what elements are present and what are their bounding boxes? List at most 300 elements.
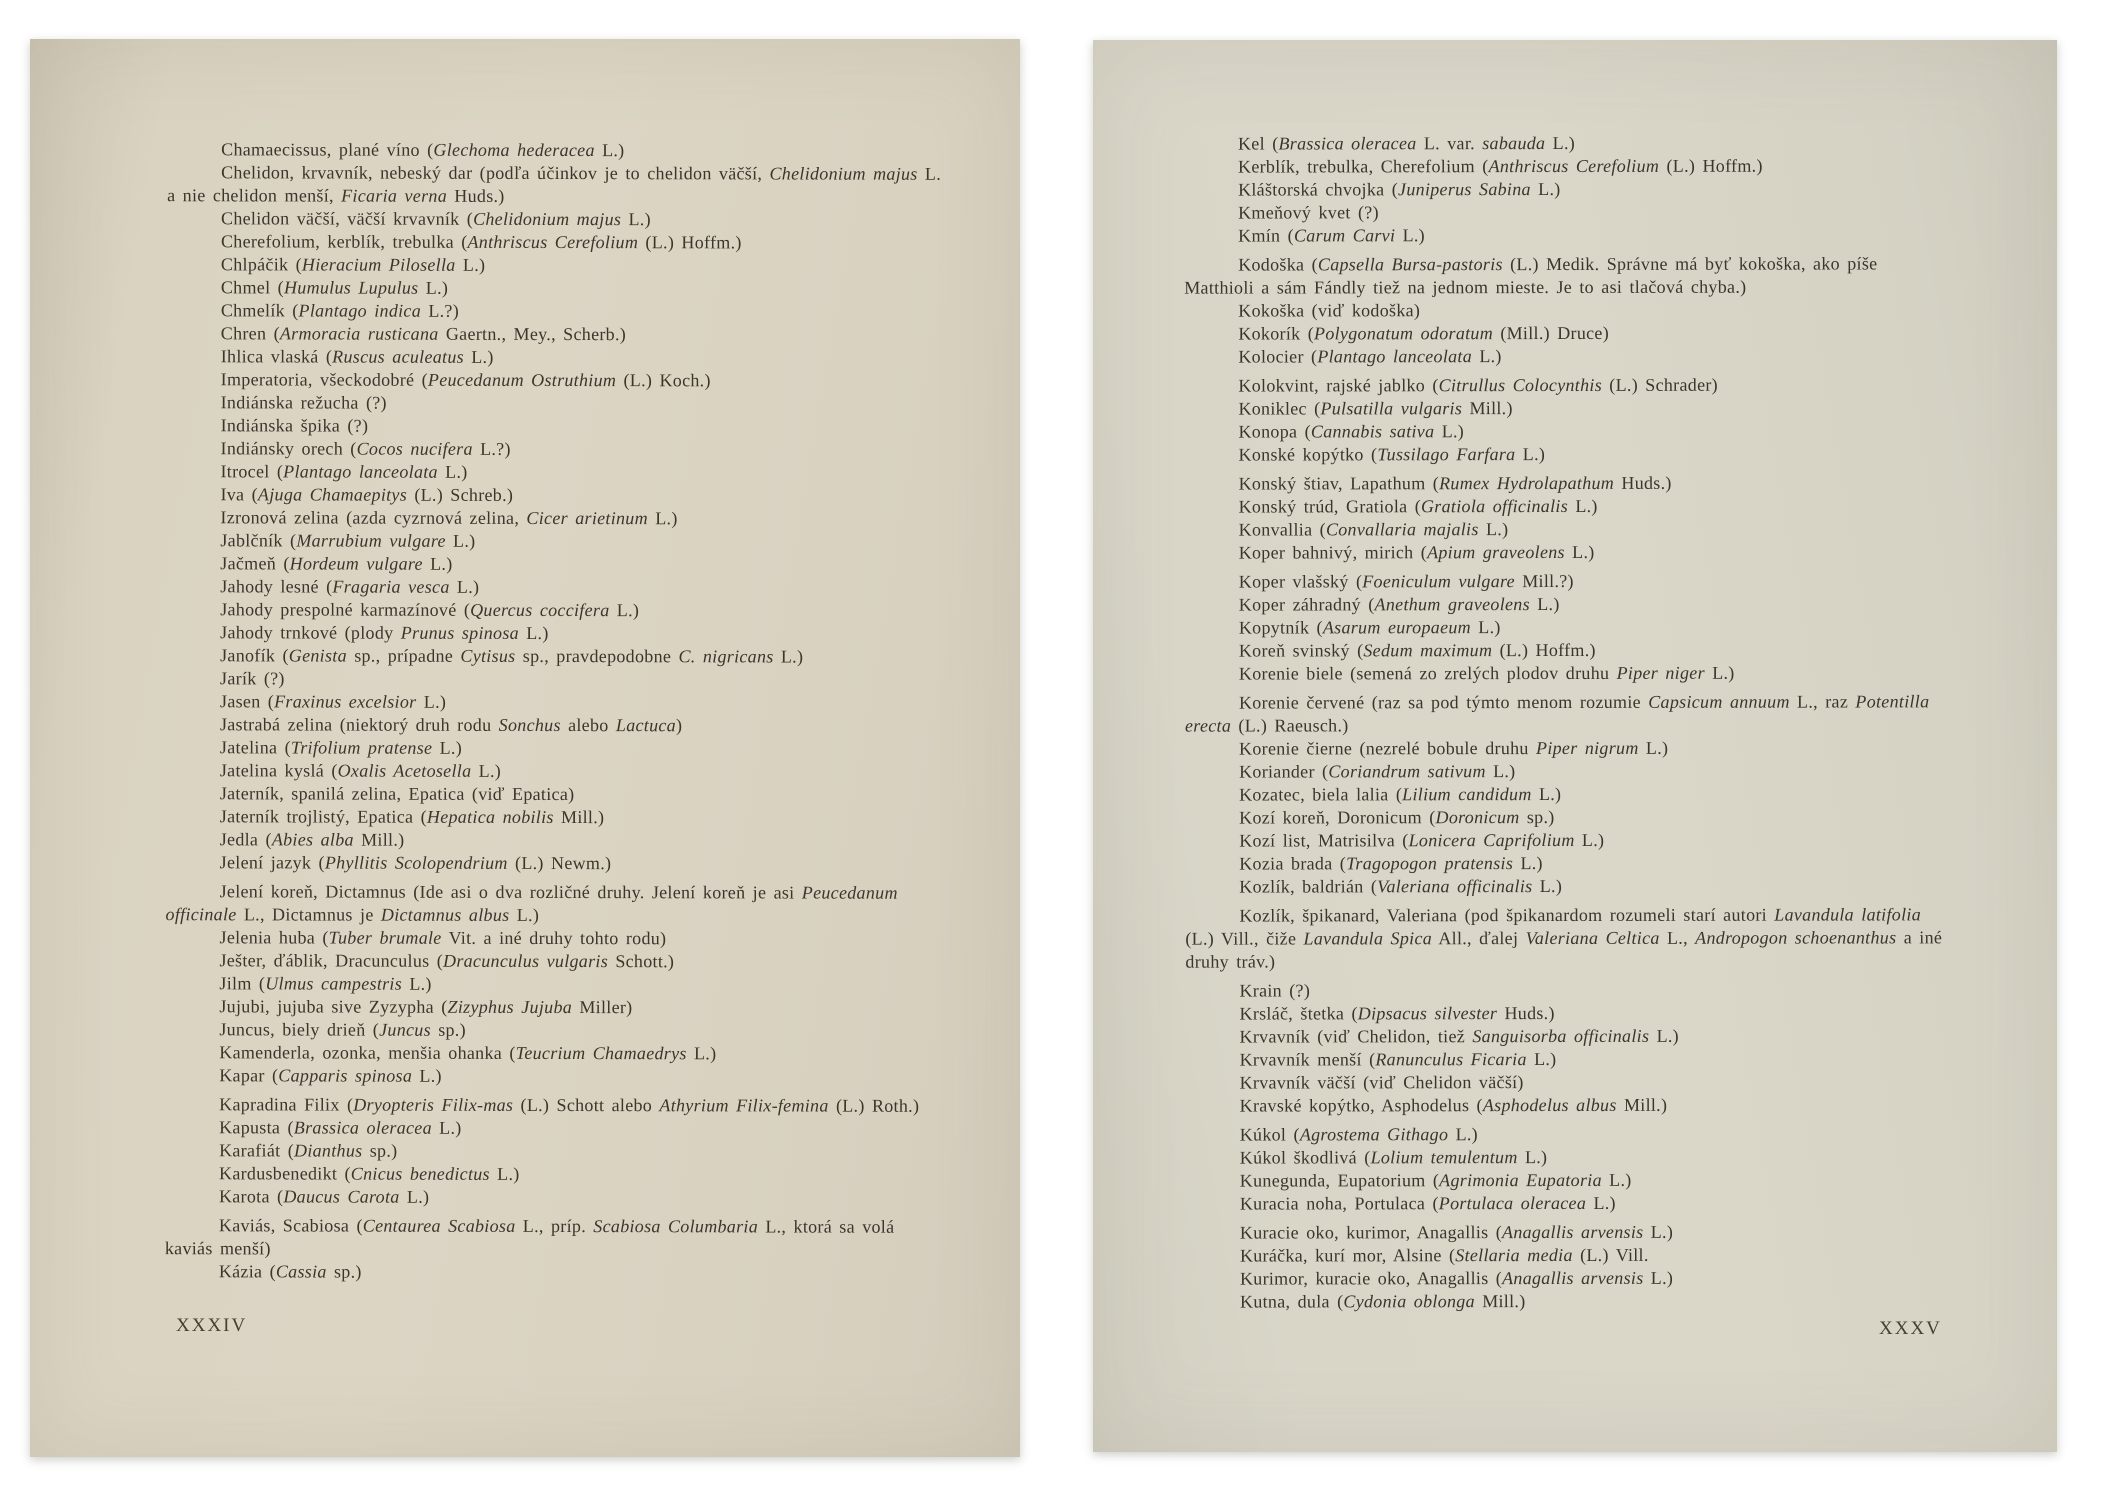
entry-text: Jarík (?): [220, 668, 285, 689]
entry-text: Itrocel (: [220, 461, 284, 482]
latin-name: Genista: [288, 645, 347, 666]
entry-text: Izronová zelina (azda cyzrnová zelina,: [220, 507, 527, 528]
entry-text: L.): [1643, 1267, 1674, 1288]
latin-name: Cocos nucifera: [356, 438, 473, 459]
entry-text: Jahody prespolné karmazínové (: [220, 599, 471, 620]
entry-text: (L.) Schrader): [1601, 374, 1718, 395]
index-entry: [166, 552, 946, 577]
latin-name: Rumex Hydrolapathum: [1439, 472, 1615, 494]
entry-text: L.): [1564, 541, 1595, 562]
entry-text: (L.) Raeusch.): [1231, 715, 1349, 736]
latin-name: Oxalis Acetosella: [337, 760, 472, 781]
index-entry: [166, 805, 946, 830]
index-entry: [1186, 1191, 1946, 1215]
index-entry: [1185, 494, 1945, 518]
index-entry: [1186, 1145, 1946, 1169]
entry-text: Korenie biele (semená zo zrelých plodov druhu: [1238, 662, 1617, 684]
latin-name: Piper niger: [1616, 662, 1705, 683]
index-entry: [1186, 1289, 1946, 1313]
entry-text: L.): [1531, 784, 1562, 805]
index-entry: [1185, 759, 1945, 783]
entry-text: Konský trúd, Gratiola (: [1238, 496, 1422, 517]
latin-name: Cicer arietinum: [526, 507, 648, 529]
entry-text: Chren (: [220, 323, 280, 344]
latin-name: Dracunculus vulgaris: [443, 950, 609, 972]
index-entry: [1185, 690, 1945, 737]
entry-text: L.): [1515, 444, 1546, 465]
entry-text: Kmín (: [1238, 225, 1294, 246]
index-entry: [1185, 828, 1945, 852]
index-entry: [1186, 1047, 1946, 1071]
entry-text: L.): [455, 254, 486, 275]
index-entry: [165, 1116, 945, 1141]
latin-name: Capsella Bursa-pastoris: [1317, 254, 1503, 275]
entry-text: Krvavník (viď Chelidon, tiež: [1239, 1026, 1473, 1047]
entry-text: Kapusta (: [219, 1117, 294, 1138]
entry-text: L.): [1513, 853, 1543, 874]
entry-text: (L.) Newm.): [507, 852, 612, 874]
entry-text: Koper záhradný (: [1238, 594, 1375, 615]
entry-text: (L.) Hoffm.): [1492, 639, 1596, 661]
entry-text: L.): [1532, 876, 1563, 897]
entry-text: Chamaecissus, plané víno (: [221, 139, 434, 160]
index-entry: [1185, 592, 1945, 616]
latin-name: Anagallis arvensis: [1502, 1267, 1644, 1289]
entry-text: Imperatoria, všeckodobré (: [220, 369, 428, 390]
entry-text: Kuracie oko, kurimor, Anagallis (: [1239, 1222, 1503, 1243]
entry-text: Kozatec, biela lalia (: [1239, 784, 1403, 805]
latin-name: Sonchus: [498, 714, 561, 736]
entry-text: Indiánska režucha (?): [220, 392, 387, 413]
entry-text: Kamenderla, ozonka, menšia ohanka (: [219, 1042, 516, 1063]
entry-text: Chlpáčik (: [220, 254, 302, 275]
index-entry: [165, 1214, 945, 1262]
entry-text: sp.): [430, 1019, 466, 1040]
index-entry: [1186, 1093, 1946, 1117]
entry-text: Kokorík (: [1238, 323, 1315, 344]
latin-name: Teucrium Chamaedrys: [515, 1042, 687, 1064]
index-entry: [167, 368, 947, 393]
entry-text: L.): [1485, 761, 1516, 782]
entry-text: L.): [471, 760, 502, 781]
entry-text: L.): [1574, 829, 1605, 850]
index-entry: [166, 667, 946, 692]
latin-name: Lavandula latifolia: [1774, 904, 1922, 925]
entry-text: Kardusbenedikt (: [219, 1163, 351, 1184]
latin-name: Cytisus: [460, 645, 516, 666]
entry-text: sp., pravdepodobne: [515, 645, 679, 667]
entry-text: alebo: [560, 715, 616, 736]
entry-text: (L.) Koch.): [616, 370, 711, 391]
index-entry: [1184, 419, 1944, 443]
entry-text: Kázia (: [218, 1261, 276, 1282]
latin-name: Agrimonia Eupatoria: [1439, 1169, 1602, 1191]
entry-text: L.): [609, 600, 640, 621]
entry-text: L.): [1545, 132, 1576, 154]
index-entry: [166, 621, 946, 646]
entry-text: Jaterník trojlistý, Epatica (: [219, 806, 427, 827]
entry-text: L.): [449, 576, 480, 597]
index-entry: [1185, 661, 1945, 685]
entry-text: (L.) Medik. Správne má byť kokoška, ako píše Matthioli a sám Fándly tiež na jednom mieste. Je to asi tlačová chyba.): [1184, 253, 1878, 298]
entry-text: Koriander (: [1239, 761, 1329, 782]
entry-text: Kuracia noha, Portulaca (: [1239, 1193, 1439, 1214]
entry-text: L.): [1448, 1124, 1478, 1145]
entry-text: Kláštorská chvojka (: [1238, 179, 1399, 200]
latin-name: Hepatica nobilis: [426, 806, 554, 827]
entry-text: Konopa (: [1238, 421, 1311, 442]
latin-name: Potentilla erecta: [1184, 691, 1930, 736]
entry-text: (L.) Roth.): [828, 1095, 920, 1116]
latin-name: Coriandrum sativum: [1328, 761, 1486, 782]
entry-text: Kúkol škodlivá (: [1239, 1147, 1371, 1168]
latin-name: Tuber brumale: [328, 927, 442, 948]
index-entry: [166, 828, 946, 853]
entry-text: Miller): [572, 997, 633, 1018]
latin-name: Andropogon schoenanthus: [1695, 927, 1897, 948]
entry-text: Jačmeň (: [220, 553, 290, 574]
entry-text: L.): [399, 1186, 430, 1207]
entry-text: Konský štiav, Lapathum (: [1238, 473, 1440, 494]
latin-name: Lavandula Spica: [1303, 928, 1433, 949]
index-entry: [1185, 805, 1945, 829]
entry-text: Karafiát (: [219, 1140, 295, 1161]
latin-name: Quercus coccifera: [470, 599, 610, 621]
entry-text: Jatelina kyslá (: [219, 760, 338, 781]
latin-name: Athyrium Filix-femina: [659, 1095, 829, 1116]
latin-name: Pulsatilla vulgaris: [1320, 398, 1463, 419]
entry-text: Krvavník menší (: [1239, 1049, 1376, 1070]
entry-text: L.): [489, 1163, 520, 1184]
index-entry: [1186, 1266, 1946, 1290]
index-entry: [1186, 1122, 1946, 1146]
entry-text: Jasen (: [219, 691, 275, 712]
entry-text: L. a nie chelidon menší,: [167, 163, 942, 206]
latin-name: Tussilago Farfara: [1377, 444, 1516, 465]
index-entry: [167, 161, 947, 209]
entry-text: Gaertn., Mey., Scherb.): [438, 323, 627, 345]
entry-text: Kravské kopýtko, Asphodelus (: [1239, 1095, 1483, 1116]
latin-name: Agrostema Githago: [1299, 1124, 1449, 1145]
latin-name: Brassica oleracea: [1278, 133, 1417, 154]
entry-text: Kodoška (: [1238, 254, 1318, 275]
entry-text: Kerblík, trebulka, Cherefolium (: [1238, 156, 1489, 177]
index-entry: [165, 995, 945, 1020]
index-entry: [167, 437, 947, 462]
entry-text: Jaterník, spanilá zelina, Epatica (viď Epatica): [219, 783, 575, 805]
entry-text: L.): [509, 904, 540, 925]
index-entry: [166, 851, 946, 876]
entry-text: Kapradina Filix (: [219, 1094, 354, 1115]
entry-text: Konské kopýtko (: [1238, 444, 1378, 465]
entry-text: Jelení koreň, Dictamnus (Ide asi o dva rozličné druhy. Jelení koreň je asi: [219, 881, 802, 903]
entry-text: L.): [437, 461, 468, 482]
latin-name: Hieracium Pilosella: [301, 254, 456, 275]
index-entry: [165, 1093, 945, 1118]
index-entry: [1185, 782, 1945, 806]
latin-name: Armoracia rusticana: [279, 323, 439, 344]
index-entry: [166, 736, 946, 761]
latin-name: Cydonia oblonga: [1343, 1291, 1475, 1312]
index-entry: [167, 414, 947, 439]
entry-text: L.): [1395, 225, 1425, 246]
right-page-number: XXXV: [1879, 1318, 1942, 1339]
index-entry: [167, 299, 947, 324]
index-entry: [1185, 442, 1945, 466]
entry-text: L.): [402, 973, 432, 994]
latin-name: Lolium temulentum: [1370, 1147, 1518, 1168]
index-entry: [165, 1139, 945, 1164]
entry-text: (L.) Vill., čiže: [1185, 928, 1304, 949]
latin-name: Marrubium vulgare: [296, 530, 446, 551]
entry-text: Krain (?): [1239, 980, 1311, 1001]
entry-text: Chelidon, krvavník, nebeský dar (podľa účinkov je to chelidon väčší,: [221, 162, 770, 184]
index-entry: [1185, 569, 1945, 593]
entry-text: Koniklec (: [1238, 398, 1321, 419]
latin-name: Dryopteris Filix-mas: [353, 1094, 514, 1115]
index-entry: [1186, 1168, 1946, 1192]
entry-text: L.): [1434, 421, 1465, 442]
latin-name: Asphodelus albus: [1482, 1094, 1617, 1116]
index-entry: [167, 253, 947, 278]
entry-text: Koper vlašský (: [1238, 571, 1363, 592]
left-page: [30, 39, 1020, 1457]
index-entry: [167, 230, 947, 255]
entry-text: L.?): [472, 438, 511, 459]
latin-name: Anagallis arvensis: [1501, 1221, 1644, 1243]
index-entry: [167, 138, 947, 163]
entry-text: (L.) Schott alebo: [513, 1094, 660, 1116]
entry-text: Kutna, dula (: [1239, 1291, 1344, 1312]
entry-text: L.): [1470, 617, 1501, 638]
index-entry: [166, 713, 946, 738]
latin-name: Doronicum: [1435, 807, 1520, 828]
latin-name: Brassica oleracea: [293, 1117, 432, 1138]
entry-text: Kmeňový kvet (?): [1238, 202, 1379, 223]
entry-text: L.): [416, 691, 447, 712]
latin-name: Chelidonium majus: [769, 163, 918, 184]
right-page-text-column: [1184, 131, 1946, 1313]
entry-text: L.): [1526, 1049, 1557, 1070]
entry-text: L.): [518, 622, 549, 643]
latin-name: Foeniculum vulgare: [1362, 571, 1515, 592]
latin-name: Valeriana officinalis: [1377, 876, 1533, 897]
latin-name: Fragaria vesca: [332, 576, 450, 597]
entry-text: Jilm (: [219, 973, 266, 994]
latin-name: Carum Carvi: [1293, 225, 1396, 246]
entry-text: Kokoška (viď kodoška): [1238, 300, 1421, 321]
entry-text: sp.): [362, 1140, 398, 1161]
index-entry: [1186, 1024, 1946, 1048]
latin-name: Apium graveolens: [1427, 542, 1565, 563]
entry-text: (L.) Hoffm.): [1659, 155, 1763, 176]
entry-text: Janofík (: [220, 645, 289, 666]
latin-name: Hordeum vulgare: [289, 553, 423, 574]
entry-text: Korenie červené (raz sa pod týmto menom rozumie: [1238, 691, 1649, 713]
entry-text: Jastrabá zelina (niektorý druh rodu: [219, 714, 499, 735]
latin-name: Asarum europaeum: [1322, 617, 1471, 638]
entry-text: Jatelina (: [219, 737, 291, 758]
entry-text: Kurimor, kuracie oko, Anagallis (: [1239, 1268, 1503, 1289]
entry-text: L.): [686, 1043, 717, 1064]
latin-name: Humulus Lupulus: [283, 277, 419, 298]
latin-name: Anethum graveolens: [1374, 594, 1530, 615]
index-entry: [1184, 177, 1944, 201]
entry-text: L.): [1478, 519, 1509, 540]
left-page-number: XXXIV: [176, 1315, 248, 1336]
entry-text: L.,: [1659, 927, 1696, 948]
entry-text: Huds.): [446, 185, 505, 206]
latin-name: Lonicera Caprifolium: [1408, 829, 1575, 851]
latin-name: Sanguisorba officinalis: [1472, 1025, 1650, 1047]
entry-text: L.): [773, 646, 804, 667]
entry-text: Kaviás, Scabiosa (: [218, 1215, 363, 1236]
entry-text: (L.) Hoffm.): [638, 232, 742, 253]
latin-name: Abies alba: [271, 829, 354, 850]
latin-name: C. nigricans: [678, 646, 774, 667]
entry-text: Kozí list, Matrisilva (: [1239, 830, 1409, 851]
latin-name: Valeriana Celtica: [1525, 927, 1660, 949]
index-entry: [1184, 223, 1944, 247]
index-entry: [167, 322, 947, 347]
latin-name: Anthriscus Cerefolium: [467, 231, 639, 253]
index-entry: [165, 1162, 945, 1187]
index-entry: [167, 391, 947, 416]
entry-text: L.): [1517, 1147, 1548, 1168]
entry-text: sp.): [326, 1261, 362, 1282]
entry-text: Indiánska špika (?): [220, 415, 369, 436]
index-entry: [165, 1041, 945, 1066]
entry-text: Juncus, biely drieň (: [219, 1019, 380, 1040]
entry-text: L.): [594, 140, 625, 161]
entry-text: L.): [647, 508, 678, 529]
latin-name: Fraxinus excelsior: [274, 691, 417, 712]
entry-text: Krsláč, štetka (: [1239, 1003, 1358, 1024]
latin-name: Lilium candidum: [1402, 784, 1532, 805]
entry-text: Jelenia huba (: [219, 927, 329, 948]
entry-text: L., raz: [1789, 691, 1856, 712]
entry-text: Cherefolium, kerblík, trebulka (: [220, 231, 468, 252]
entry-text: Kolokvint, rajské jablko (: [1238, 375, 1439, 396]
entry-text: Krvavník väčší (viď Chelidon väčší): [1239, 1072, 1524, 1093]
index-entry: [167, 276, 947, 301]
latin-name: Cassia: [275, 1261, 327, 1282]
index-entry: [167, 207, 947, 232]
entry-text: L.): [445, 530, 476, 551]
latin-name: Trifolium pratense: [290, 737, 433, 758]
entry-text: Mill.?): [1514, 570, 1574, 592]
index-entry: [1185, 471, 1945, 495]
latin-name: Citrullus Colocynthis: [1438, 374, 1603, 396]
entry-text: Huds.): [1497, 1003, 1555, 1024]
entry-text: sp., prípadne: [346, 645, 461, 666]
entry-text: (L.) Schreb.): [407, 484, 514, 505]
latin-name: Dipsacus silvester: [1357, 1003, 1498, 1024]
index-entry: [166, 690, 946, 715]
index-entry: [1184, 396, 1944, 420]
latin-name: Convallaria majalis: [1325, 519, 1479, 540]
entry-text: L., príp.: [515, 1215, 594, 1237]
latin-name: Dictamnus albus: [380, 904, 510, 925]
entry-text: Chmel (: [220, 277, 285, 298]
entry-text: L.): [1471, 346, 1502, 367]
entry-text: Mill.): [1474, 1291, 1526, 1312]
entry-text: Mill.): [1462, 398, 1513, 419]
entry-text: Kopytník (: [1238, 617, 1323, 638]
entry-text: Kuráčka, kurí mor, Alsine (: [1239, 1245, 1456, 1266]
index-entry: [165, 1018, 945, 1043]
entry-text: L.): [1586, 1192, 1616, 1213]
latin-name: Tragopogon pratensis: [1346, 853, 1514, 874]
latin-name: Capsicum annuum: [1648, 691, 1790, 712]
entry-text: L., ktorá sa volá kaviás menší): [164, 1216, 895, 1259]
index-entry: [166, 926, 946, 951]
index-entry: [166, 598, 946, 623]
entry-text: Ješter, ďáblik, Dracunculus (: [219, 950, 444, 971]
latin-name: Sedum maximum: [1363, 640, 1493, 661]
index-entry: [166, 782, 946, 807]
index-entry: [1185, 615, 1945, 639]
index-entry: [166, 880, 946, 928]
entry-text: Kel (: [1237, 133, 1279, 154]
latin-name: Polygonatum odoratum: [1314, 323, 1494, 344]
entry-text: Kolocier (: [1238, 346, 1318, 367]
index-entry: [166, 759, 946, 784]
latin-name: Prunus spinosa: [400, 622, 519, 643]
latin-name: Peucedanum officinale: [165, 882, 898, 925]
latin-name: Dianthus: [294, 1140, 363, 1161]
latin-name: Centaurea Scabiosa: [362, 1215, 516, 1236]
latin-name: Chelidonium majus: [473, 208, 622, 230]
index-entry: [1185, 1001, 1945, 1025]
index-entry: [1186, 1070, 1946, 1094]
entry-text: Kapar (: [219, 1065, 279, 1086]
entry-text: L.): [1638, 737, 1669, 758]
entry-text: L.): [621, 209, 651, 230]
index-entry: [165, 1064, 945, 1089]
entry-text: Jelení jazyk (: [219, 852, 325, 873]
latin-name: Gratiola officinalis: [1420, 495, 1569, 517]
entry-text: Kunegunda, Eupatorium (: [1239, 1170, 1440, 1191]
latin-name: Ruscus aculeatus: [332, 346, 464, 367]
right-page: [1093, 40, 2057, 1452]
entry-text: L.): [1601, 1169, 1632, 1190]
index-entry: [1184, 252, 1944, 299]
entry-text: Kozlík, špikanard, Valeriana (pod špikanardom rozumeli starí autori: [1239, 904, 1775, 926]
entry-text: (L.) Vill.: [1572, 1244, 1649, 1265]
entry-text: L.): [1530, 179, 1561, 200]
index-entry: [1184, 154, 1944, 178]
index-entry: [166, 506, 946, 531]
entry-text: Jablčník (: [220, 530, 297, 551]
entry-text: Kozia brada (: [1239, 853, 1347, 874]
latin-name: Plantago lanceolata: [283, 461, 438, 482]
latin-name: Ficaria verna: [341, 185, 448, 206]
entry-text: L.): [412, 1065, 442, 1086]
entry-text: L.?): [421, 300, 460, 321]
entry-text: Indiánsky orech (: [220, 438, 357, 459]
index-entry: [166, 575, 946, 600]
entry-text: L. var.: [1416, 133, 1483, 154]
entry-text: L.): [463, 346, 494, 367]
entry-text: Jedla (: [219, 829, 272, 850]
latin-name: Plantago lanceolata: [1317, 346, 1473, 367]
entry-text: All., ďalej: [1432, 928, 1526, 949]
latin-name: Scabiosa Columbaria: [593, 1216, 759, 1237]
index-entry: [166, 529, 946, 554]
latin-name: Piper nigrum: [1535, 737, 1639, 759]
entry-text: L.): [1529, 594, 1560, 615]
